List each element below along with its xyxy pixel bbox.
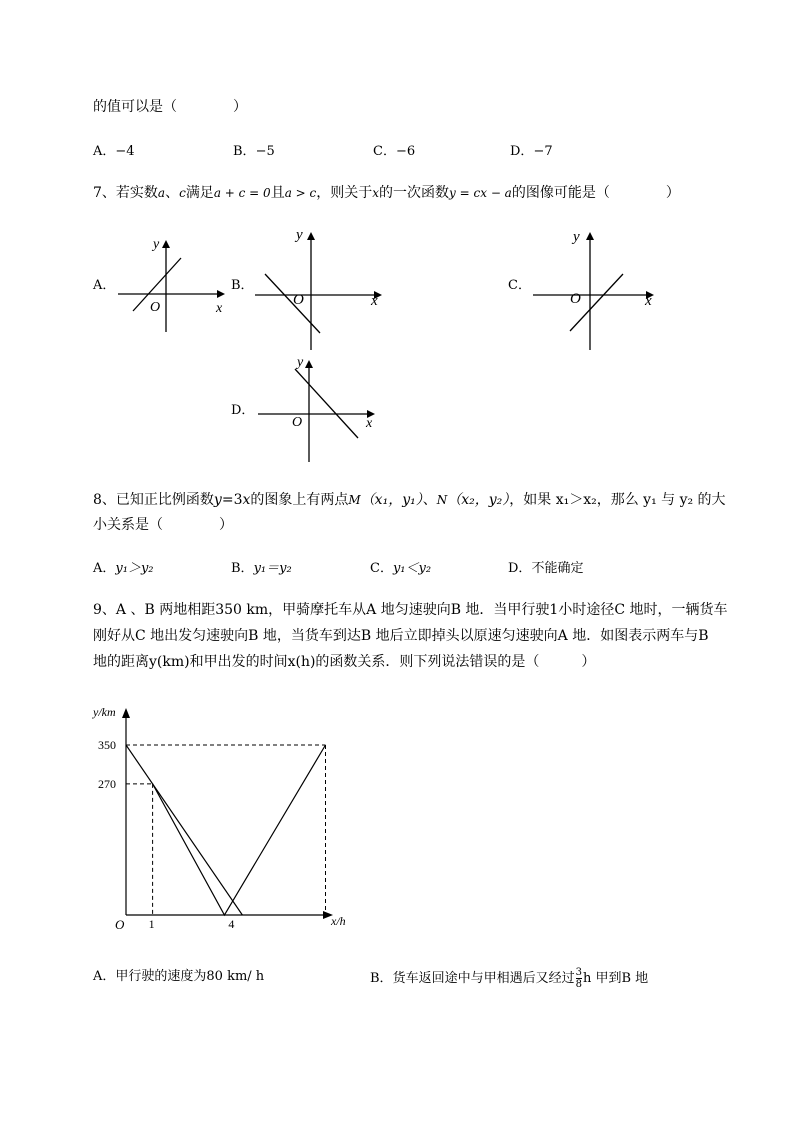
q9-chart: [85, 698, 365, 938]
y-axis-label: y/km: [93, 705, 116, 719]
q7-graph-a: [113, 232, 233, 332]
function-line: [295, 369, 358, 438]
q8-option-b: B．y₁＝y₂: [231, 561, 292, 576]
y-tick-label-0: 270: [98, 776, 116, 791]
q7-graph-c: [530, 222, 670, 352]
x-tick-label-0: 1: [148, 917, 155, 931]
q8-option-a: A．y₁＞y₂: [93, 561, 154, 576]
origin-label: O: [570, 291, 581, 307]
q6-option-c: C．−6: [373, 144, 416, 159]
origin-label: O: [150, 300, 161, 315]
q7-graph-d: [255, 352, 385, 467]
q9-stem-line1: 9、A 、B 两地相距350 km，甲骑摩托车从A 地匀速驶向B 地．当甲行驶1小时途径C 地时，一辆货车: [93, 602, 728, 618]
x-label: x: [366, 416, 373, 431]
q6-option-d: D．−7: [510, 144, 553, 159]
y-arrow: [307, 232, 315, 240]
origin-label: O: [293, 292, 304, 308]
x-label: x: [371, 293, 378, 309]
q7-option-b-label: B．: [231, 278, 254, 293]
q9-option-b: B．货车返回途中与甲相遇后又经过 $\frac{3}{8}$ h 甲到B 地: [370, 967, 649, 990]
y-axis-arrow: [122, 708, 130, 718]
x-axis-label: x/h: [331, 914, 346, 928]
q8-option-c: C．y₁＜y₂: [370, 561, 432, 576]
q7-option-c-label: C．: [508, 278, 531, 293]
q6-option-b: B．−5: [233, 144, 275, 159]
origin-label: O: [115, 917, 125, 932]
y-arrow: [586, 232, 594, 240]
y-label: y: [297, 355, 304, 370]
q6-option-a: A．−4: [93, 144, 135, 159]
q9-stem-line3: 地的距离y(km)和甲出发的时间x(h)的函数关系．则下列说法错误的是（ ）: [93, 654, 596, 670]
fraction: $\frac{3}{8}$: [575, 967, 582, 990]
q7-stem: 7、若实数a、c满足a + c = 0且a > c，则关于x的一次函数y = cx − a的图像可能是（ ）: [93, 185, 680, 201]
y-arrow: [305, 360, 313, 368]
y-label: y: [573, 229, 580, 245]
q8-stem-line1: 8、已知正比例函数y=3x的图象上有两点M（x₁，y₁）、N（x₂，y₂），如果 x₁＞x₂，那么 y₁ 与 y₂ 的大: [93, 492, 726, 508]
x-label: x: [645, 293, 652, 309]
x-arrow: [217, 290, 225, 298]
q9-stem-line2: 刚好从C 地出发匀速驶向B 地，当货车到达B 地后立即掉头以原速匀速驶向A 地．如图表示两车与B: [93, 628, 709, 644]
y-arrow: [162, 240, 170, 248]
q7-option-d-label: D．: [231, 403, 255, 418]
q8-stem-line2: 小关系是（ ）: [93, 517, 233, 533]
q6-continuation: 的值可以是（ ）: [93, 99, 247, 115]
y-tick-label-1: 350: [98, 738, 116, 752]
origin-label: O: [292, 415, 303, 430]
x-label: x: [216, 301, 223, 316]
series-line-0: [126, 745, 242, 915]
q8-option-d: D．不能确定: [508, 561, 584, 576]
y-label: y: [153, 237, 160, 252]
q9-option-a: A．甲行驶的速度为80 km/ h: [93, 969, 265, 984]
series-line-1: [153, 745, 326, 915]
q7-option-a-label: A．: [93, 278, 116, 293]
q7-graph-b: [250, 222, 390, 352]
x-tick-label-1: 4: [228, 917, 235, 931]
y-label: y: [296, 227, 303, 243]
